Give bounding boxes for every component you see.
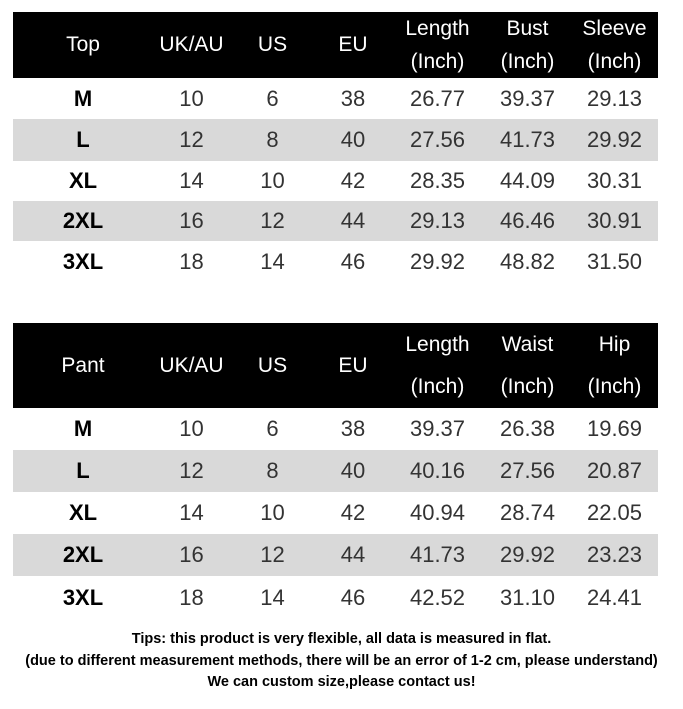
bust-cell: 44.09 [499,168,556,193]
header-length-label: Length [405,332,470,356]
table-row [13,201,658,241]
bust-cell: 41.73 [499,127,556,152]
header-length-label: Length [405,17,470,40]
table-row [13,78,658,119]
eu-cell: 40 [340,127,366,152]
length-cell: 41.73 [409,542,466,567]
tips-line: Tips: this product is very flexible, all data is measured in flat. [131,631,552,647]
table-row [13,241,658,283]
hip-cell: 22.05 [586,500,643,525]
table-row [13,534,658,576]
size-cell: 2XL [62,542,104,567]
header-waist-label: Waist [501,332,554,356]
length-cell: 26.77 [409,85,466,111]
header-us: US [257,353,288,377]
size-cell: 3XL [62,585,104,610]
us-cell: 6 [266,85,279,111]
size-cell: L [76,458,90,483]
header-bust-label: Bust [506,17,549,40]
table-row [13,492,658,534]
header-length-unit: (Inch) [410,374,465,398]
table-row [13,161,658,201]
waist-cell: 29.92 [499,542,556,567]
header-length [391,12,484,78]
us-cell: 8 [266,458,279,483]
hip-cell: 19.69 [586,416,643,441]
pant-size-table [13,323,658,620]
uk-au-cell: 14 [179,500,204,525]
us-cell: 14 [260,585,285,610]
uk-au-cell: 10 [179,85,204,111]
eu-cell: 38 [340,416,366,441]
size-cell: L [76,127,90,152]
bust-cell: 46.46 [499,208,556,233]
eu-cell: 42 [340,168,366,193]
sleeve-cell: 29.92 [586,127,643,152]
hip-cell: 24.41 [586,585,643,610]
length-cell: 39.37 [409,416,466,441]
header-top: Top [66,33,100,56]
uk-au-cell: 16 [179,208,204,233]
header-eu: EU [338,33,368,56]
eu-cell: 44 [340,542,366,567]
top-table-header [13,12,658,78]
size-cell: 2XL [62,208,104,233]
header-sleeve-label: Sleeve [582,17,647,40]
sleeve-cell: 31.50 [586,249,643,274]
header-us: US [257,33,288,56]
top-size-table [13,12,658,283]
eu-cell: 40 [340,458,366,483]
uk-au-cell: 18 [179,585,204,610]
size-cell: 3XL [62,249,104,274]
length-cell: 40.16 [409,458,466,483]
custom-size-line: We can custom size,please contact us! [207,674,476,690]
header-bust [484,12,571,78]
header-pant: Pant [61,353,105,377]
length-cell: 29.13 [409,208,466,233]
eu-cell: 46 [340,249,366,274]
table-row [13,576,658,620]
header-length-unit: (Inch) [410,50,465,73]
eu-cell: 42 [340,500,366,525]
header-sleeve-unit: (Inch) [587,50,642,73]
bust-cell: 48.82 [499,249,556,274]
header-eu: EU [338,353,368,377]
header-uk-au: UK/AU [159,353,224,377]
length-cell: 42.52 [409,585,466,610]
waist-cell: 31.10 [499,585,556,610]
pant-table-header [13,323,658,408]
length-cell: 27.56 [409,127,466,152]
error-disclaimer-line: (due to different measurement methods, there will be an error of 1-2 cm, please understand) [25,652,658,669]
eu-cell: 46 [340,585,366,610]
us-cell: 12 [260,208,285,233]
waist-cell: 28.74 [499,500,556,525]
table-row [13,119,658,161]
uk-au-cell: 16 [179,542,204,567]
header-uk-au: UK/AU [159,33,224,56]
table-row [13,408,658,450]
uk-au-cell: 10 [179,416,204,441]
sleeve-cell: 30.91 [586,208,643,233]
waist-cell: 26.38 [499,416,556,441]
size-cell: XL [68,168,98,193]
length-cell: 29.92 [409,249,466,274]
us-cell: 12 [260,542,285,567]
header-waist-unit: (Inch) [500,374,555,398]
length-cell: 28.35 [409,168,466,193]
header-hip [571,324,658,408]
hip-cell: 23.23 [586,542,643,567]
eu-cell: 38 [340,85,366,111]
header-waist [484,324,571,408]
header-hip-unit: (Inch) [587,374,642,398]
us-cell: 10 [260,168,285,193]
us-cell: 8 [266,127,279,152]
us-cell: 14 [260,249,285,274]
header-length [391,324,484,408]
uk-au-cell: 12 [179,458,204,483]
size-cell: XL [68,500,98,525]
size-notes [0,629,683,694]
table-row [13,450,658,492]
uk-au-cell: 18 [179,249,204,274]
sleeve-cell: 30.31 [586,168,643,193]
sleeve-cell: 29.13 [586,85,643,111]
us-cell: 10 [260,500,285,525]
eu-cell: 44 [340,208,366,233]
size-cell: M [73,85,93,111]
hip-cell: 20.87 [586,458,643,483]
header-sleeve [571,12,658,78]
length-cell: 40.94 [409,500,466,525]
waist-cell: 27.56 [499,458,556,483]
uk-au-cell: 12 [179,127,204,152]
uk-au-cell: 14 [179,168,204,193]
size-cell: M [73,416,93,441]
header-hip-label: Hip [598,332,631,356]
us-cell: 6 [266,416,279,441]
bust-cell: 39.37 [499,85,556,111]
header-bust-unit: (Inch) [500,50,555,73]
